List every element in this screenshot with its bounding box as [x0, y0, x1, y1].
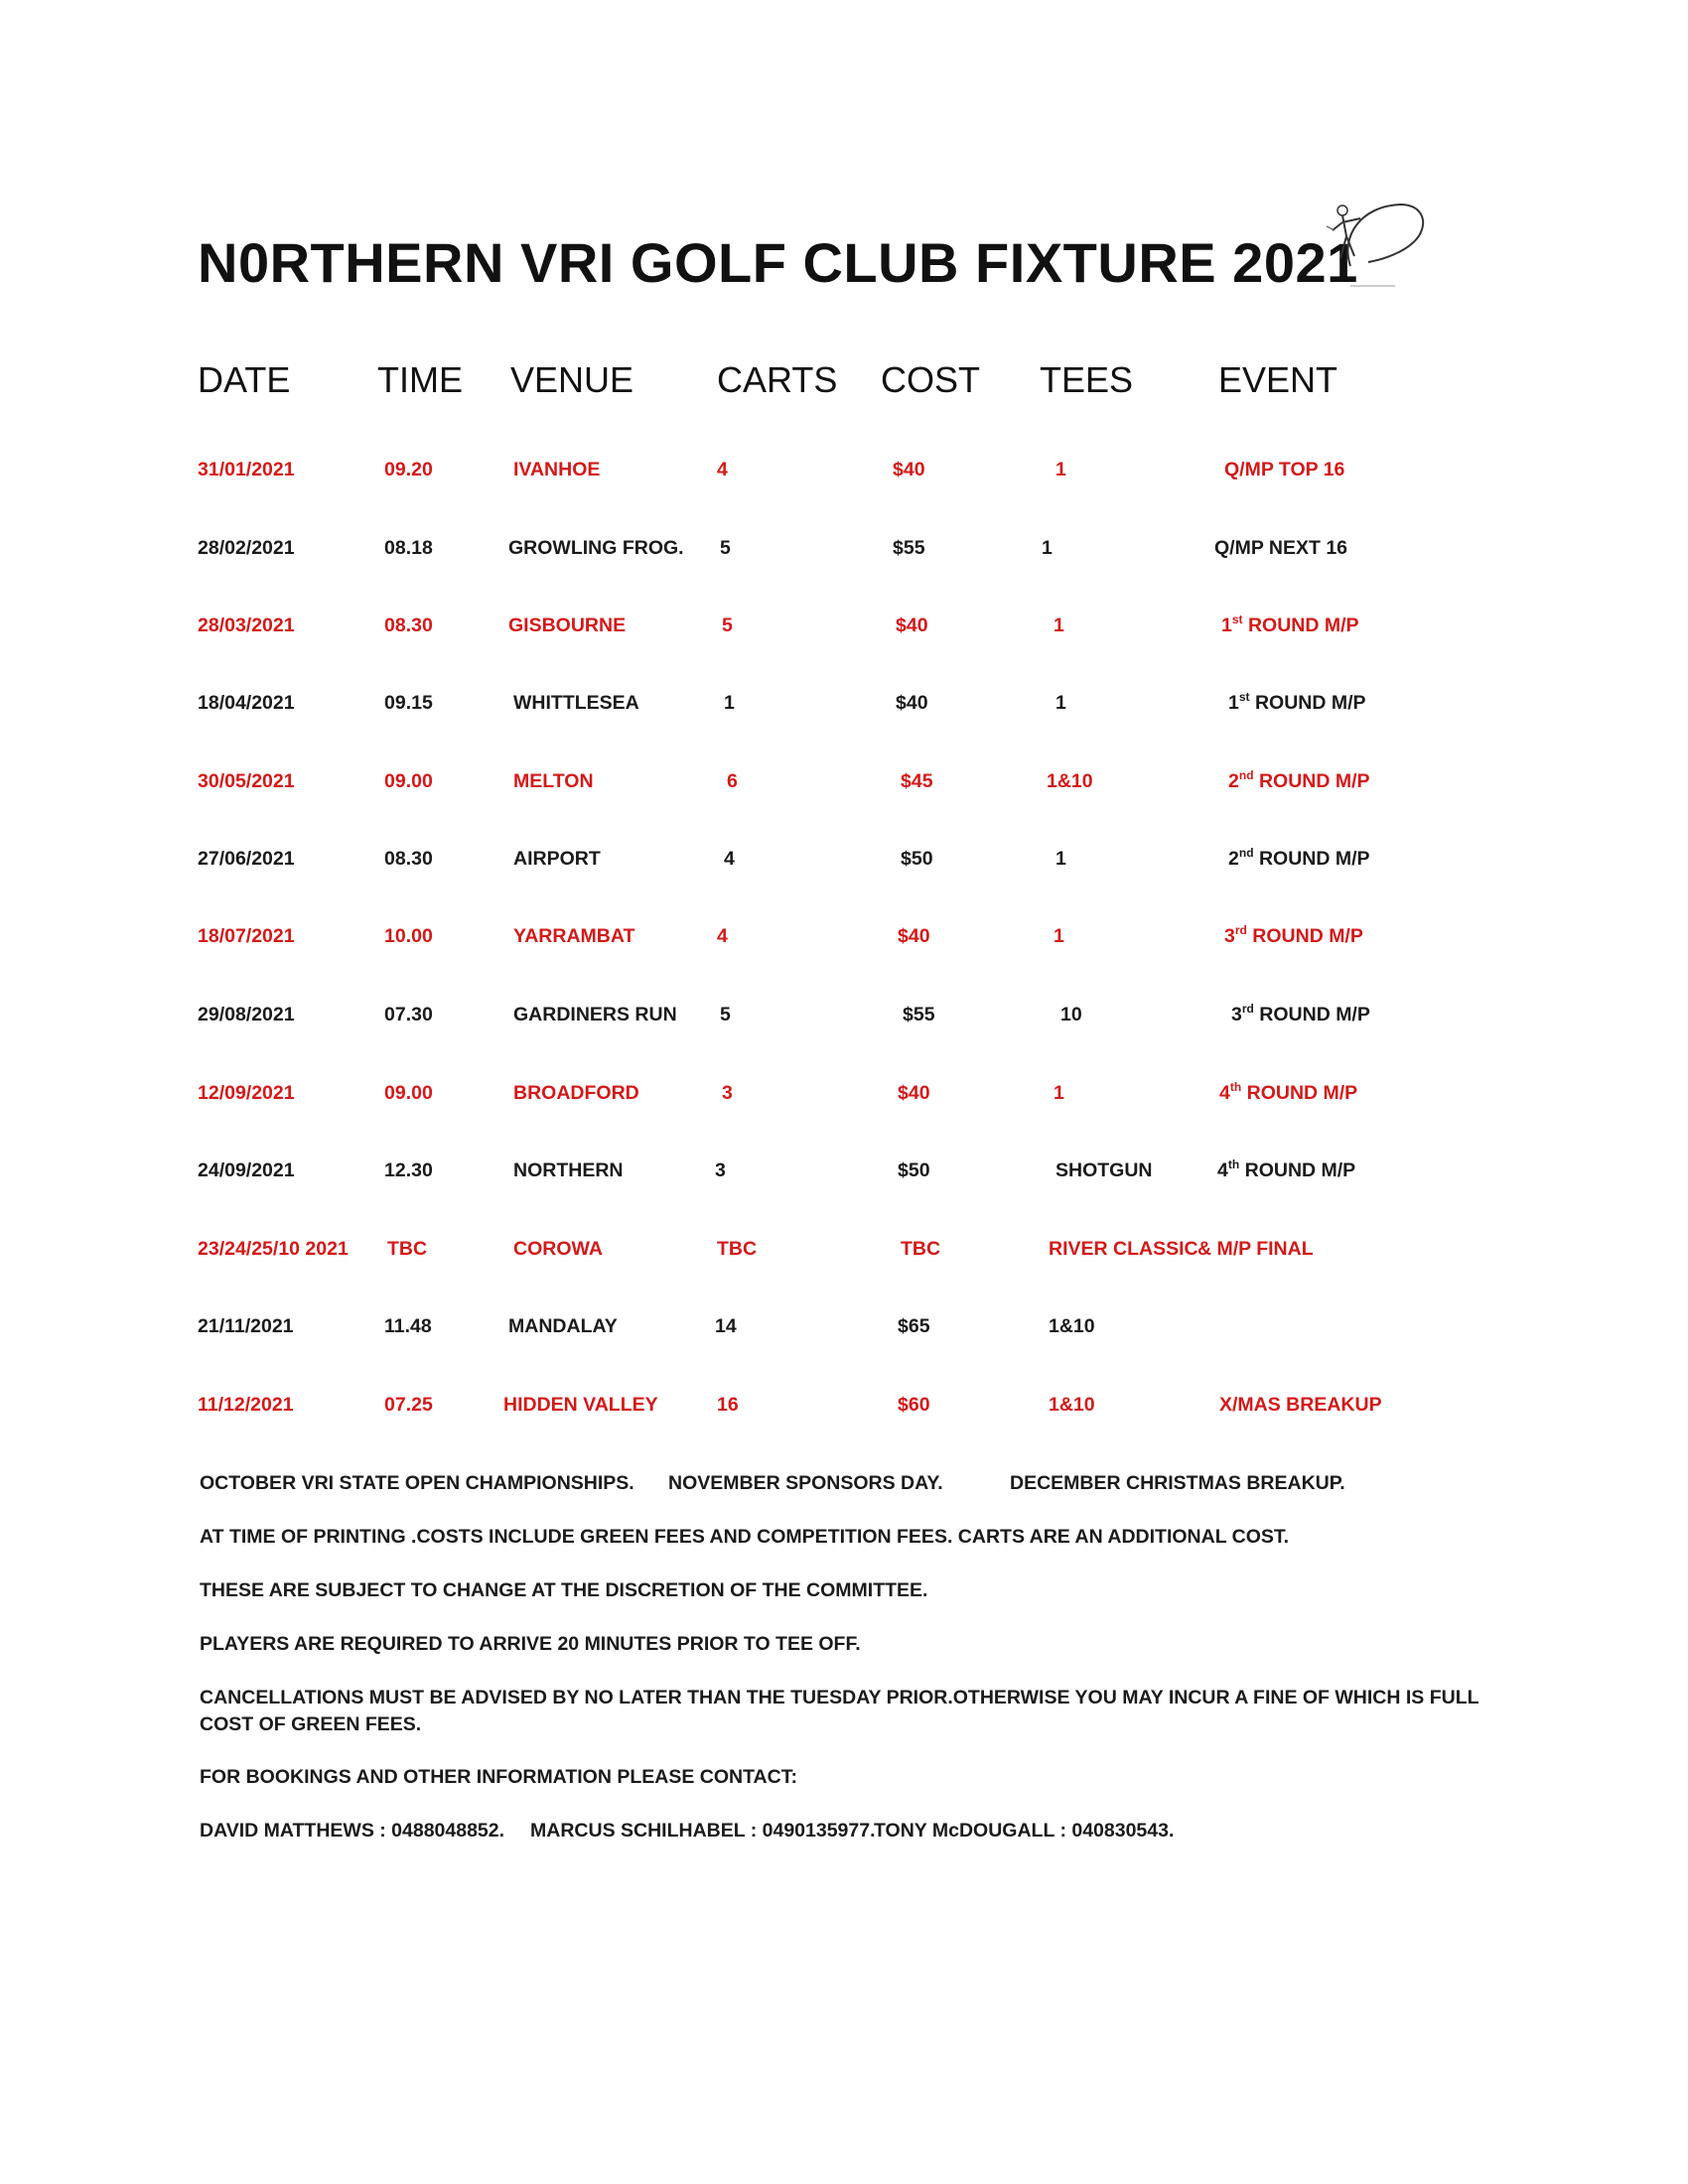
- cell-time: 07.25: [384, 1394, 433, 1416]
- cell-event: [1231, 1004, 1370, 1026]
- cell-date: 27/06/2021: [198, 848, 295, 870]
- note-cancellations: CANCELLATIONS MUST BE ADVISED BY NO LATER THAN THE TUESDAY PRIOR.OTHERWISE YOU MAY INCUR A FINE OF WHICH IS FULL COST OF GREEN FEES.: [200, 1687, 1479, 1735]
- cell-tees: 1&10: [1047, 770, 1093, 792]
- cell-venue: BROADFORD: [513, 1082, 639, 1104]
- cell-carts: 6: [727, 770, 738, 792]
- event-ordinal-suffix: st: [1238, 690, 1250, 704]
- cell-event: [1217, 1160, 1355, 1182]
- note-october: OCTOBER VRI STATE OPEN CHAMPIONSHIPS.: [200, 1472, 634, 1494]
- cell-cost: $40: [896, 692, 928, 714]
- cell-time: 10.00: [384, 925, 433, 947]
- cell-venue: NORTHERN: [513, 1160, 624, 1181]
- event-text: ROUND M/P: [1249, 692, 1366, 714]
- cell-event: [1228, 692, 1366, 715]
- cell-cost: $50: [898, 1160, 930, 1181]
- table-row: [0, 770, 1688, 810]
- note-december: DECEMBER CHRISTMAS BREAKUP.: [1010, 1472, 1345, 1494]
- cell-tees: RIVER CLASSIC: [1049, 1238, 1198, 1260]
- cell-time: 08.30: [384, 614, 433, 636]
- cell-tees: 1: [1042, 537, 1053, 559]
- table-row: [0, 1315, 1688, 1355]
- cell-time: 11.48: [384, 1315, 432, 1337]
- cell-carts: 3: [715, 1160, 726, 1181]
- header-date: DATE: [198, 359, 291, 400]
- golfer-swing-icon: [1321, 197, 1430, 292]
- event-ordinal: 3: [1231, 1004, 1242, 1025]
- cell-event: [1224, 925, 1363, 948]
- cell-carts: 4: [724, 848, 735, 870]
- cell-tees: 1: [1055, 848, 1066, 870]
- cell-tees: 1&10: [1049, 1394, 1095, 1416]
- cell-tees: 10: [1060, 1004, 1082, 1025]
- cell-venue: GARDINERS RUN: [513, 1004, 677, 1025]
- header-time: TIME: [377, 359, 463, 400]
- cell-date: 18/07/2021: [198, 925, 295, 947]
- table-row: [0, 1238, 1688, 1278]
- cell-tees: 1: [1054, 614, 1064, 636]
- event-ordinal-suffix: th: [1229, 1080, 1242, 1094]
- note-contacts: [200, 1820, 1175, 1843]
- cell-venue: AIRPORT: [513, 848, 601, 870]
- cell-date: 28/03/2021: [198, 614, 295, 636]
- cell-date: 11/12/2021: [198, 1394, 294, 1416]
- cell-date: 23/24/25/10 2021: [198, 1238, 349, 1260]
- cell-cost: $40: [896, 614, 928, 636]
- event-text: ROUND M/P: [1246, 925, 1363, 947]
- event-ordinal: 4: [1217, 1160, 1228, 1181]
- cell-date: 12/09/2021: [198, 1082, 295, 1104]
- cell-venue: GISBOURNE: [508, 614, 627, 636]
- event-ordinal-suffix: rd: [1234, 923, 1247, 937]
- table-row: [0, 1160, 1688, 1199]
- header-event: EVENT: [1218, 359, 1338, 400]
- cell-event: [1228, 770, 1370, 793]
- cell-cost: $60: [898, 1394, 930, 1416]
- cell-venue: HIDDEN VALLEY: [503, 1394, 658, 1416]
- header-carts: CARTS: [717, 359, 838, 400]
- cell-cost: $50: [901, 848, 933, 870]
- contact-david: DAVID MATTHEWS : 0488048852.: [200, 1820, 505, 1842]
- cell-event: [1228, 848, 1370, 871]
- note-subject: THESE ARE SUBJECT TO CHANGE AT THE DISCRETION OF THE COMMITTEE.: [200, 1579, 928, 1601]
- event-text: ROUND M/P: [1253, 1004, 1370, 1025]
- event-ordinal: 1: [1221, 614, 1232, 636]
- event-text: ROUND M/P: [1242, 614, 1359, 636]
- cell-time: TBC: [387, 1238, 428, 1260]
- cell-date: 29/08/2021: [198, 1004, 295, 1025]
- note-bookings: FOR BOOKINGS AND OTHER INFORMATION PLEASE CONTACT:: [200, 1766, 797, 1788]
- cell-carts: 14: [715, 1315, 737, 1337]
- cell-tees: 1&10: [1049, 1315, 1095, 1337]
- page-title: N0RTHERN VRI GOLF CLUB FIXTURE 2021: [198, 231, 1358, 294]
- cell-event: [1224, 459, 1344, 481]
- note-arrive: PLAYERS ARE REQUIRED TO ARRIVE 20 MINUTES PRIOR TO TEE OFF.: [200, 1633, 861, 1655]
- cell-venue: YARRAMBAT: [513, 925, 635, 947]
- cell-time: 09.15: [384, 692, 433, 714]
- cell-venue: WHITTLESEA: [513, 692, 639, 714]
- cell-venue: MANDALAY: [508, 1315, 618, 1337]
- note-months: [200, 1472, 1345, 1495]
- cell-carts: 1: [724, 692, 735, 714]
- cell-venue: COROWA: [513, 1238, 603, 1260]
- cell-carts: 5: [720, 1004, 731, 1025]
- cell-date: 30/05/2021: [198, 770, 295, 792]
- cell-cost: $55: [903, 1004, 935, 1025]
- event-text: ROUND M/P: [1241, 1082, 1358, 1104]
- event-text: ROUND M/P: [1253, 848, 1370, 870]
- contact-marcus: MARCUS SCHILHABEL : 0490135977.: [530, 1820, 876, 1842]
- table-row: [0, 1082, 1688, 1122]
- cell-date: 24/09/2021: [198, 1160, 295, 1181]
- event-text: ROUND M/P: [1253, 770, 1370, 792]
- event-ordinal-suffix: th: [1227, 1158, 1240, 1171]
- event-text: & M/P FINAL: [1197, 1238, 1314, 1260]
- cell-event: [1214, 537, 1347, 560]
- cell-tees: 1: [1054, 1082, 1064, 1104]
- cell-time: 08.30: [384, 848, 433, 870]
- cell-cost: TBC: [901, 1238, 941, 1260]
- event-ordinal-suffix: rd: [1241, 1002, 1254, 1016]
- event-ordinal: 4: [1219, 1082, 1230, 1104]
- header-venue: VENUE: [510, 359, 634, 400]
- table-row: [0, 692, 1688, 732]
- event-ordinal-suffix: nd: [1238, 768, 1254, 782]
- cell-event: [1219, 1082, 1357, 1105]
- cell-tees: 1: [1054, 925, 1064, 947]
- note-costs: AT TIME OF PRINTING .COSTS INCLUDE GREEN FEES AND COMPETITION FEES. CARTS ARE AN ADDITIONAL COST.: [200, 1526, 1290, 1548]
- cell-tees: 1: [1055, 459, 1066, 480]
- cell-venue: MELTON: [513, 770, 594, 792]
- event-text: Q/MP TOP 16: [1224, 459, 1345, 480]
- cell-time: 08.18: [384, 537, 433, 559]
- table-row: [0, 925, 1688, 965]
- cell-time: 12.30: [384, 1160, 433, 1181]
- cell-event: [1221, 614, 1359, 637]
- cell-time: 09.20: [384, 459, 433, 480]
- table-row: [0, 1394, 1688, 1433]
- cell-venue: GROWLING FROG.: [508, 537, 684, 559]
- cell-date: 31/01/2021: [198, 459, 295, 480]
- cell-cost: $55: [893, 537, 925, 559]
- cell-carts: 4: [717, 925, 728, 947]
- event-text: ROUND M/P: [1239, 1160, 1356, 1181]
- cell-cost: $40: [893, 459, 925, 480]
- cell-cost: $40: [898, 925, 930, 947]
- header-cost: COST: [881, 359, 981, 400]
- cell-cost: $45: [901, 770, 933, 792]
- cell-time: 09.00: [384, 770, 433, 792]
- cell-time: 09.00: [384, 1082, 433, 1104]
- table-row: [0, 1004, 1688, 1043]
- event-ordinal: 2: [1228, 770, 1239, 792]
- cell-tees: 1: [1055, 692, 1066, 714]
- cell-carts: 5: [722, 614, 733, 636]
- cell-date: 28/02/2021: [198, 537, 295, 559]
- contact-tony: TONY McDOUGALL : 040830543.: [874, 1820, 1175, 1842]
- event-ordinal-suffix: nd: [1238, 846, 1254, 860]
- cell-date: 18/04/2021: [198, 692, 295, 714]
- table-row: [0, 614, 1688, 654]
- note-november: NOVEMBER SPONSORS DAY.: [668, 1472, 943, 1494]
- table-row: [0, 537, 1688, 577]
- cell-date: 21/11/2021: [198, 1315, 294, 1337]
- event-text: X/MAS BREAKUP: [1219, 1394, 1382, 1416]
- event-text: Q/MP NEXT 16: [1214, 537, 1348, 559]
- table-row: [0, 459, 1688, 498]
- event-ordinal: 3: [1224, 925, 1235, 947]
- event-ordinal-suffix: st: [1231, 613, 1243, 626]
- cell-event: [1219, 1394, 1382, 1417]
- cell-cost: $40: [898, 1082, 930, 1104]
- cell-tees: SHOTGUN: [1055, 1160, 1153, 1181]
- table-row: [0, 848, 1688, 887]
- cell-carts: 4: [717, 459, 728, 480]
- cell-carts: 16: [717, 1394, 739, 1416]
- cell-carts: 5: [720, 537, 731, 559]
- cell-cost: $65: [898, 1315, 930, 1337]
- cell-time: 07.30: [384, 1004, 433, 1025]
- cell-carts: TBC: [717, 1238, 758, 1260]
- cell-venue: IVANHOE: [513, 459, 601, 480]
- cell-carts: 3: [722, 1082, 733, 1104]
- header-tees: TEES: [1040, 359, 1134, 400]
- event-ordinal: 1: [1228, 692, 1239, 714]
- event-ordinal: 2: [1228, 848, 1239, 870]
- cell-event: [1197, 1238, 1314, 1261]
